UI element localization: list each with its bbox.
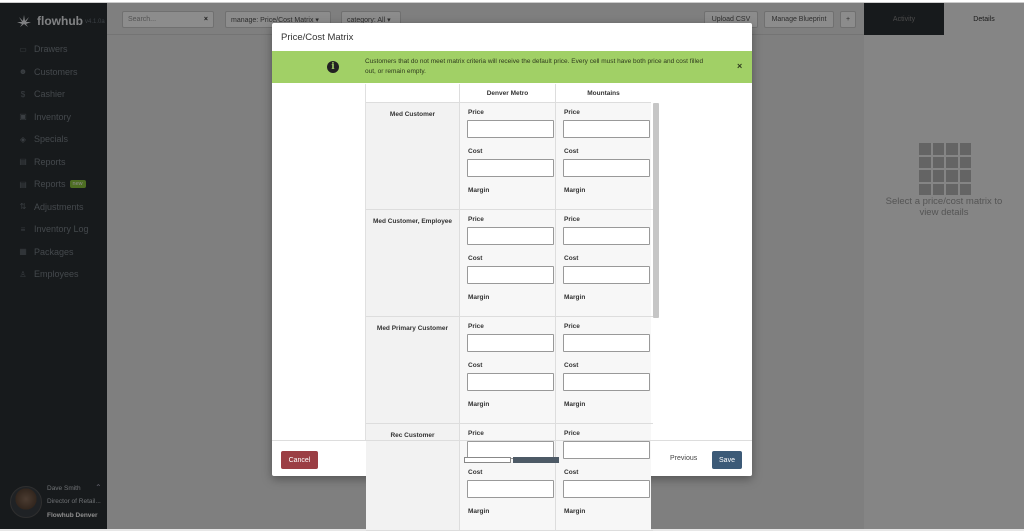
search-placeholder: Search... — [128, 16, 157, 23]
price-label: Price — [468, 109, 484, 116]
adjust-icon: ⇅ — [19, 202, 27, 212]
margin-label: Margin — [468, 401, 490, 408]
cost-label: Cost — [564, 255, 579, 262]
info-icon: i — [327, 61, 339, 73]
sidebar-item-label: Reports — [34, 179, 66, 190]
dollar-icon: $ — [20, 89, 26, 99]
cost-input[interactable] — [467, 266, 554, 284]
column-header-denver-metro: Denver Metro — [459, 84, 555, 103]
price-label: Price — [468, 430, 484, 437]
price-label: Price — [564, 109, 580, 116]
previous-button[interactable]: Previous — [670, 455, 698, 462]
upload-csv-button[interactable]: Upload CSV — [704, 11, 758, 28]
cost-label: Cost — [468, 362, 483, 369]
cost-label: Cost — [468, 148, 483, 155]
price-input[interactable] — [563, 227, 650, 245]
sidebar-item-label: Cashier — [34, 89, 66, 100]
margin-label: Margin — [564, 401, 586, 408]
sidebar-item-label: Customers — [34, 66, 78, 77]
manage-blueprint-button[interactable]: Manage Blueprint — [764, 11, 834, 28]
matrix-cell — [459, 317, 555, 423]
cost-label: Cost — [564, 362, 579, 369]
cost-label: Cost — [564, 469, 579, 476]
matrix-cell — [555, 317, 651, 423]
clear-search-icon[interactable]: × — [203, 16, 208, 23]
sidebar-item-label: Drawers — [34, 44, 68, 55]
row-label: Med Primary Customer — [366, 317, 459, 423]
step-indicator-2 — [513, 457, 559, 463]
category-dropdown[interactable]: category: All ▾ — [341, 11, 401, 28]
matrix-scrollbar[interactable] — [653, 103, 659, 318]
box-icon: ▣ — [19, 112, 27, 122]
empty-state-text: Select a price/cost matrix to view details — [885, 196, 1003, 218]
price-label: Price — [564, 216, 580, 223]
cost-input[interactable] — [563, 373, 650, 391]
price-input[interactable] — [467, 120, 554, 138]
price-cost-matrix-modal — [272, 23, 752, 515]
modal-title: Price/Cost Matrix — [281, 32, 354, 43]
matrix-cell — [555, 210, 651, 316]
matrix-table[interactable] — [365, 84, 660, 515]
matrix-row — [366, 317, 653, 424]
log-icon: ≡ — [20, 224, 26, 234]
matrix-row — [366, 210, 653, 317]
row-label: Rec Customer — [366, 424, 459, 530]
cost-input[interactable] — [467, 159, 554, 177]
row-label: Med Customer — [366, 103, 459, 209]
cost-input[interactable] — [467, 480, 554, 498]
margin-label: Margin — [564, 294, 586, 301]
cancel-button[interactable]: Cancel — [281, 451, 318, 469]
sidebar-item-label: Reports — [34, 156, 66, 167]
price-label: Price — [468, 216, 484, 223]
cost-input[interactable] — [563, 480, 650, 498]
chevron-up-icon[interactable]: ⌃ — [95, 483, 102, 492]
matrix-cell — [555, 103, 651, 209]
sidebar-item-label: Adjustments — [34, 201, 84, 212]
employee-icon: ♙ — [19, 269, 27, 279]
margin-label: Margin — [564, 187, 586, 194]
row-label: Med Customer, Employee — [366, 210, 459, 316]
price-input[interactable] — [467, 227, 554, 245]
margin-label: Margin — [468, 187, 490, 194]
tag-icon: ◈ — [19, 134, 27, 144]
save-button[interactable]: Save — [712, 451, 742, 469]
new-badge: new — [70, 180, 86, 188]
tab-details[interactable]: Details — [944, 3, 1024, 35]
price-label: Price — [564, 430, 580, 437]
cost-input[interactable] — [563, 159, 650, 177]
column-header-blank — [366, 84, 459, 103]
users-icon: ☻ — [18, 67, 28, 77]
manage-dropdown[interactable]: manage: Price/Cost Matrix ▾ — [225, 11, 331, 28]
chart-icon: ▤ — [19, 179, 27, 189]
sidebar-item-label: Inventory Log — [34, 224, 89, 235]
chart-icon: ▤ — [19, 157, 27, 167]
brand-name: flowhub — [37, 13, 83, 28]
drawer-icon: ▭ — [19, 44, 27, 54]
close-alert-icon[interactable]: × — [737, 61, 743, 71]
cost-input[interactable] — [467, 373, 554, 391]
margin-label: Margin — [468, 508, 490, 515]
matrix-cell — [459, 210, 555, 316]
brand-version: v4.1.0a — [84, 19, 105, 25]
info-alert — [272, 51, 752, 83]
price-label: Price — [468, 323, 484, 330]
alert-text: Customers that do not meet matrix criteria will receive the default price. Every cell must have both price and cost filled out, or remain empty. — [365, 58, 704, 75]
user-role: Director of Retail... — [47, 498, 101, 505]
price-input[interactable] — [563, 120, 650, 138]
user-name: Dave Smith — [47, 485, 81, 492]
margin-label: Margin — [564, 508, 586, 515]
package-icon: ▦ — [19, 247, 27, 257]
price-label: Price — [564, 323, 580, 330]
sidebar-item-label: Employees — [34, 269, 79, 280]
price-input[interactable] — [467, 334, 554, 352]
tab-activity[interactable]: Activity — [864, 3, 944, 35]
cost-label: Cost — [468, 255, 483, 262]
sidebar-item-label: Inventory — [34, 111, 72, 122]
price-input[interactable] — [563, 334, 650, 352]
modal-footer — [272, 440, 752, 476]
matrix-cell — [459, 103, 555, 209]
sidebar-item-label: Specials — [34, 134, 69, 145]
user-location: Flowhub Denver — [47, 512, 98, 519]
margin-label: Margin — [468, 294, 490, 301]
column-header-mountains: Mountains — [555, 84, 651, 103]
cost-label: Cost — [468, 469, 483, 476]
sidebar-item-label: Packages — [34, 246, 74, 257]
add-button[interactable]: + — [840, 11, 856, 28]
step-indicator-1 — [464, 457, 511, 463]
matrix-row — [366, 103, 653, 210]
cost-label: Cost — [564, 148, 579, 155]
cost-input[interactable] — [563, 266, 650, 284]
